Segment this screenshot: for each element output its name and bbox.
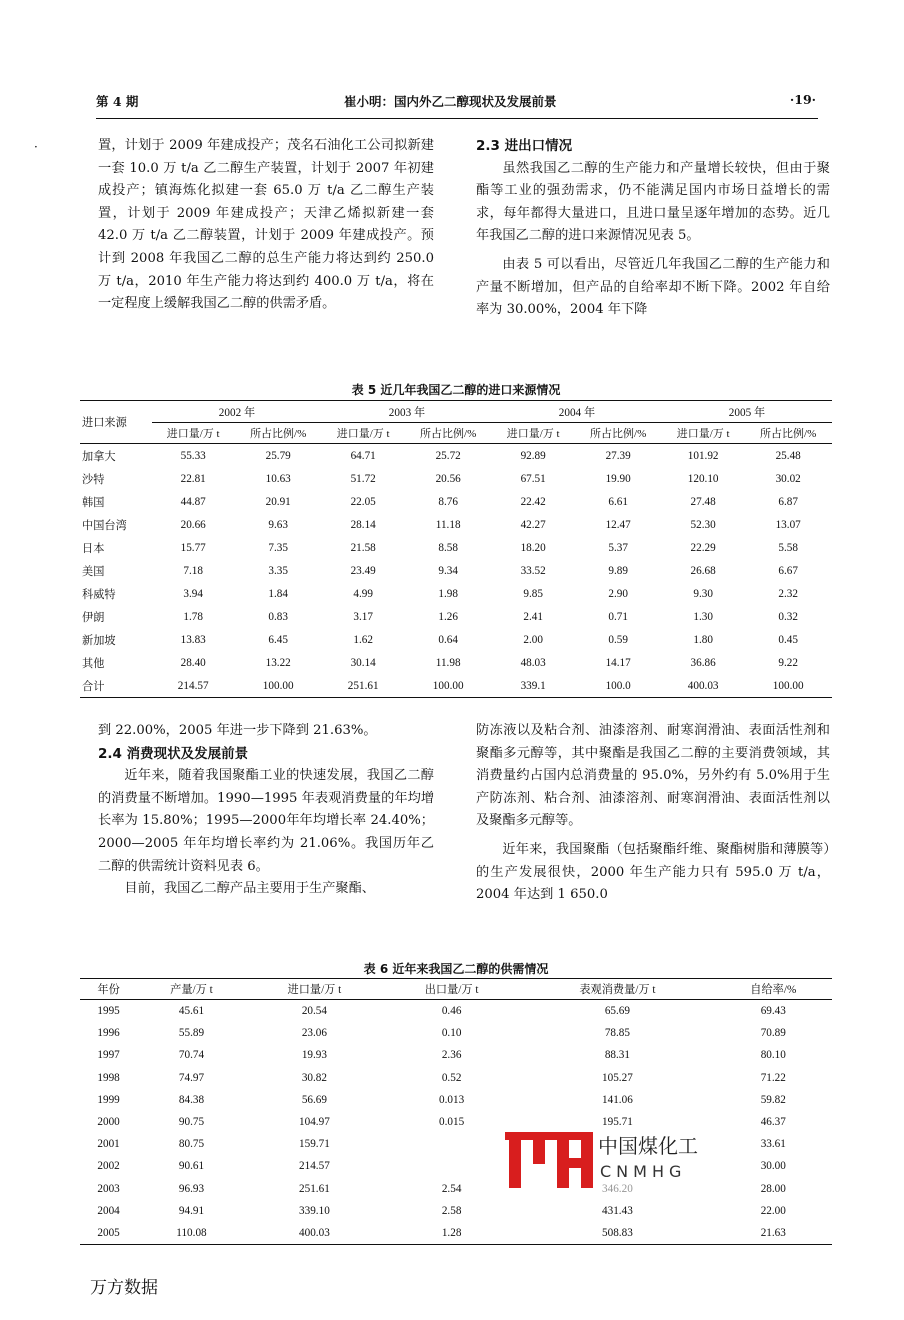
- table5-value-cell: 101.92: [687, 449, 719, 462]
- table6-value-cell: 2.36: [441, 1049, 462, 1062]
- table6-value-cell: 78.85: [604, 1027, 630, 1040]
- table5-row: [80, 467, 832, 490]
- left-column-mid: [98, 720, 434, 901]
- table5-row: [80, 651, 832, 674]
- table5-row: [80, 513, 832, 536]
- table6-value-cell: 195.71: [602, 1116, 633, 1129]
- table6-year-cell: 2005: [80, 1222, 137, 1245]
- table5-value-cell: 8.58: [438, 541, 458, 554]
- paragraph: 虽然我国乙二醇的生产能力和产量增长较快，但由于聚酯等工业的强劲需求，仍不能满足国内市场日益增长的需求，每年都得大量进口，且进口量呈逐年增加的态势。近几年我国乙二醇的进口来源情况见表 5。: [476, 160, 830, 244]
- table5-value-cell: 3.35: [268, 564, 288, 577]
- table5-value-cell: 1.84: [268, 587, 288, 600]
- table6-value-cell: 90.75: [178, 1116, 205, 1129]
- table5-source-cell: 中国台湾: [82, 519, 127, 532]
- table6-value-cell: 0.013: [439, 1093, 465, 1106]
- running-title: 崔小明：国内外乙二醇现状及发展前景: [344, 94, 557, 109]
- table5-value-cell: 13.22: [265, 656, 291, 669]
- table6-value-cell: 69.43: [760, 1005, 786, 1018]
- table6-row: [80, 1089, 832, 1111]
- table6-row: [80, 1067, 832, 1089]
- table5-source-cell: 其他: [82, 657, 105, 670]
- table5-value-cell: 100.00: [404, 674, 492, 698]
- table6-value-cell: 2.54: [441, 1182, 462, 1195]
- table6-year-cell: 2002: [97, 1160, 120, 1173]
- table5-body: [80, 444, 832, 698]
- table6-value-cell: 2.58: [441, 1204, 462, 1217]
- table5-value-cell: 0.32: [778, 610, 798, 623]
- table5-value-cell: 2.00: [523, 633, 543, 646]
- table5-value-cell: 251.61: [322, 674, 404, 698]
- table5-year-header: 2005 年: [662, 401, 832, 423]
- section-heading: 2.3 进出口情况: [476, 138, 573, 154]
- watermark: [505, 1130, 725, 1192]
- table5-sub-header: 进口量/万 t: [662, 423, 744, 444]
- table6-year-cell: 1996: [97, 1027, 120, 1040]
- table6-row: [80, 1044, 832, 1066]
- table5-value-cell: 11.18: [435, 518, 461, 531]
- table5-value-cell: 25.48: [775, 449, 801, 462]
- table6-value-cell: 84.38: [178, 1093, 205, 1106]
- table5-value-cell: 11.98: [435, 656, 461, 669]
- table5-source-cell: 新加坡: [82, 634, 116, 647]
- table5-value-cell: 13.83: [180, 633, 206, 646]
- table5-value-cell: 6.67: [778, 564, 798, 577]
- table5-value-cell: 9.85: [523, 587, 543, 600]
- table6-caption: 表 6 近年来我国乙二醇的供需情况: [363, 962, 549, 976]
- table5-row: [80, 674, 832, 698]
- table6-value-cell: 105.27: [602, 1071, 633, 1084]
- table6-value-cell: 19.93: [301, 1049, 327, 1062]
- table5-value-cell: 22.42: [520, 495, 546, 508]
- table5-value-cell: 1.78: [183, 610, 203, 623]
- table5-row: [80, 536, 832, 559]
- table6-value-cell: 251.61: [299, 1182, 330, 1195]
- table5-value-cell: 0.64: [438, 633, 458, 646]
- left-column-top: [98, 135, 434, 316]
- table6-value-cell: 45.61: [178, 1005, 205, 1018]
- table6-header-cell: 产量/万 t: [137, 979, 246, 1000]
- header-rule: [96, 118, 818, 119]
- table5-value-cell: 1.98: [438, 587, 458, 600]
- table5-row: [80, 444, 832, 468]
- table5-sub-header: 进口量/万 t: [322, 423, 404, 444]
- table6-value-cell: [383, 1155, 520, 1177]
- table6-value-cell: 508.83: [520, 1222, 714, 1245]
- table5-sub-header: 进口量/万 t: [492, 423, 574, 444]
- right-column-mid: [476, 720, 830, 907]
- table6-year-cell: 2003: [97, 1182, 120, 1195]
- table5-value-cell: 42.27: [520, 518, 546, 531]
- issue-number: 第 4 期: [96, 94, 139, 109]
- table6-value-cell: 65.69: [604, 1005, 630, 1018]
- table5-row: [80, 559, 832, 582]
- table6-year-cell: 1998: [97, 1071, 120, 1084]
- table5-year-header: 2002 年: [152, 401, 322, 423]
- table5-value-cell: 2.41: [523, 610, 543, 623]
- table5-value-cell: 12.47: [605, 518, 631, 531]
- table5-year-header: 2003 年: [322, 401, 492, 423]
- table5-value-cell: 0.71: [608, 610, 628, 623]
- table5-value-cell: 10.63: [265, 472, 291, 485]
- table6-value-cell: 141.06: [602, 1093, 633, 1106]
- table5-source-cell: 伊朗: [82, 611, 105, 624]
- table6-value-cell: 33.61: [760, 1138, 786, 1151]
- table6-value-cell: 0.015: [439, 1116, 465, 1129]
- table5-value-cell: 21.58: [350, 541, 376, 554]
- table5-row: [80, 605, 832, 628]
- table5-source-cell: 沙特: [82, 473, 105, 486]
- margin-mark: ·: [34, 140, 38, 154]
- table5-value-cell: 100.00: [234, 674, 322, 698]
- table5-value-cell: 19.90: [605, 472, 631, 485]
- table5-value-cell: 33.52: [520, 564, 546, 577]
- table6-year-cell: 2001: [97, 1138, 120, 1151]
- table6-value-cell: 22.00: [760, 1204, 786, 1217]
- table5-value-cell: 5.58: [778, 541, 798, 554]
- table6-value-cell: 110.08: [137, 1222, 246, 1245]
- table5-source-cell: 加拿大: [82, 450, 116, 463]
- watermark-cn: 中国煤化工: [598, 1134, 698, 1158]
- table6-row: [80, 1222, 832, 1245]
- table6-value-cell: 74.97: [178, 1071, 205, 1084]
- table6-value-cell: 88.31: [604, 1049, 630, 1062]
- mh-logo-icon: [505, 1132, 595, 1190]
- table5-value-cell: 55.33: [180, 449, 206, 462]
- table6-row: [80, 1000, 832, 1023]
- table5-value-cell: 0.59: [608, 633, 628, 646]
- table5-sub-header: 所占比例/%: [234, 423, 322, 444]
- table5-source-cell: 科威特: [82, 588, 116, 601]
- table5-year-header: 2004 年: [492, 401, 662, 423]
- table6-value-cell: 71.22: [760, 1071, 786, 1084]
- table5-value-cell: 1.30: [693, 610, 713, 623]
- table6-value-cell: 46.37: [760, 1116, 786, 1129]
- table5-value-cell: 22.29: [690, 541, 716, 554]
- running-header: [96, 92, 816, 112]
- table6-value-cell: 30.00: [760, 1160, 786, 1173]
- table5-value-cell: 9.34: [438, 564, 458, 577]
- table5-value-cell: 64.71: [350, 449, 376, 462]
- paragraph: 目前，我国乙二醇产品主要用于生产聚酯、: [124, 881, 375, 897]
- table5-row: [80, 628, 832, 651]
- table5-value-cell: 7.35: [268, 541, 288, 554]
- table6-value-cell: 94.91: [178, 1204, 205, 1217]
- table6-header-cell: 进口量/万 t: [246, 979, 383, 1000]
- table5-row: [80, 490, 832, 513]
- table5-value-cell: 3.17: [353, 610, 373, 623]
- table5-sub-header: 所占比例/%: [574, 423, 662, 444]
- table5-value-cell: 6.61: [608, 495, 628, 508]
- table5-value-cell: 28.40: [180, 656, 206, 669]
- table5-value-cell: 100.0: [574, 674, 662, 698]
- table6-value-cell: 80.10: [760, 1049, 786, 1062]
- table5-value-cell: 100.00: [744, 674, 832, 698]
- table6-value-cell: 0.10: [441, 1027, 462, 1040]
- table5: [80, 400, 832, 698]
- table6-value-cell: 55.89: [178, 1027, 205, 1040]
- table5-value-cell: 9.63: [268, 518, 288, 531]
- table6-value-cell: 59.82: [760, 1093, 786, 1106]
- table5-value-cell: 27.39: [605, 449, 631, 462]
- table5-value-cell: 15.77: [180, 541, 206, 554]
- table6-value-cell: 90.61: [178, 1160, 205, 1173]
- table6: [80, 978, 832, 1245]
- table5-value-cell: 6.87: [778, 495, 798, 508]
- table5-value-cell: 36.86: [690, 656, 716, 669]
- table5-sub-header: 所占比例/%: [744, 423, 832, 444]
- table6-value-cell: 21.63: [715, 1222, 832, 1245]
- table5-value-cell: 48.03: [520, 656, 546, 669]
- table6-year-cell: 2004: [97, 1204, 120, 1217]
- table5-value-cell: 339.1: [492, 674, 574, 698]
- table6-value-cell: 0.46: [441, 1005, 462, 1018]
- table5-value-cell: 28.14: [350, 518, 376, 531]
- table6-value-cell: [383, 1133, 520, 1155]
- table6-row: [80, 1200, 832, 1222]
- table5-value-cell: 23.49: [350, 564, 376, 577]
- table5-value-cell: 20.56: [435, 472, 461, 485]
- table5-value-cell: 22.05: [350, 495, 376, 508]
- table6-header-row: [80, 979, 832, 1000]
- table6-header-cell: 年份: [80, 979, 137, 1000]
- table5-source-cell: 合计: [80, 674, 152, 698]
- page-number: ·19·: [789, 92, 816, 107]
- watermark-en: CNMHG: [600, 1162, 687, 1181]
- table5-value-cell: 1.26: [438, 610, 458, 623]
- paragraph: 到 22.00%，2005 年进一步下降到 21.63%。: [98, 723, 377, 738]
- table5-value-cell: 1.80: [693, 633, 713, 646]
- right-column-top: [476, 135, 830, 322]
- table5-value-cell: 30.14: [350, 656, 376, 669]
- table6-value-cell: 20.54: [301, 1005, 327, 1018]
- table6-header-cell: 出口量/万 t: [383, 979, 520, 1000]
- table5-value-cell: 44.87: [180, 495, 206, 508]
- table6-value-cell: 400.03: [246, 1222, 383, 1245]
- table5-sub-header: 所占比例/%: [404, 423, 492, 444]
- paragraph: 近年来，随着我国聚酯工业的快速发展，我国乙二醇的消费量不断增加。1990—1995 年表观消费量的年均增长率为 15.80%；1995—2000年年均增长率 24.40%；2000—2005 年年均增长率约为 21.06%。我国历年乙二醇的供需统计资料见表 6。: [98, 768, 434, 874]
- table6-value-cell: 104.97: [299, 1116, 330, 1129]
- table5-row: [80, 582, 832, 605]
- table5-value-cell: 0.83: [268, 610, 288, 623]
- table6-value-cell: 339.10: [299, 1204, 330, 1217]
- table5-value-cell: 20.66: [180, 518, 206, 531]
- table5-value-cell: 27.48: [690, 495, 716, 508]
- table5-value-cell: 51.72: [350, 472, 376, 485]
- paragraph: 近年来，我国聚酯（包括聚酯纤维、聚酯树脂和薄膜等）的生产发展很快，2000 年生产能力只有 595.0 万 t/a，2004 年达到 1 650.0: [476, 841, 830, 903]
- table5-value-cell: 67.51: [520, 472, 546, 485]
- table6-year-cell: 1997: [97, 1049, 120, 1062]
- table5-value-cell: 14.17: [605, 656, 631, 669]
- table6-header-cell: 表观消费量/万 t: [520, 979, 714, 1000]
- table5-source-cell: 美国: [82, 565, 105, 578]
- table5-source-cell: 日本: [82, 542, 105, 555]
- table5-value-cell: 9.22: [778, 656, 798, 669]
- table5-value-cell: 2.90: [608, 587, 628, 600]
- table5-value-cell: 25.79: [265, 449, 291, 462]
- table5-value-cell: 400.03: [662, 674, 744, 698]
- table5-value-cell: 3.94: [183, 587, 203, 600]
- table5-value-cell: 7.18: [183, 564, 203, 577]
- table5-source-header: 进口来源: [80, 401, 152, 444]
- table6-value-cell: 96.93: [178, 1182, 205, 1195]
- table5-value-cell: 120.10: [687, 472, 719, 485]
- footer: 万方数据: [90, 1278, 158, 1298]
- table5-value-cell: 0.45: [778, 633, 798, 646]
- table5-value-cell: 4.99: [353, 587, 373, 600]
- table5-value-cell: 20.91: [265, 495, 291, 508]
- table5-value-cell: 1.62: [353, 633, 373, 646]
- table6-value-cell: 214.57: [299, 1160, 330, 1173]
- table6-value-cell: 70.74: [178, 1049, 205, 1062]
- table6-year-cell: 1995: [97, 1005, 120, 1018]
- table5-value-cell: 5.37: [608, 541, 628, 554]
- table6-header-cell: 自给率/%: [715, 979, 832, 1000]
- paragraph: 由表 5 可以看出，尽管近几年我国乙二醇的生产能力和产量不断增加，但产品的自给率却不断下降。2002 年自给率为 30.00%，2004 年下降: [476, 256, 830, 318]
- table6-value-cell: 30.82: [301, 1071, 327, 1084]
- table5-value-cell: 9.30: [693, 587, 713, 600]
- table6-year-cell: 2000: [97, 1116, 120, 1129]
- table5-value-cell: 30.02: [775, 472, 801, 485]
- table5-sub-header: 进口量/万 t: [152, 423, 234, 444]
- table6-value-cell: 56.69: [301, 1093, 327, 1106]
- table6-year-cell: 1999: [97, 1093, 120, 1106]
- table5-caption: 表 5 近几年我国乙二醇的进口来源情况: [351, 383, 561, 397]
- table6-value-cell: 28.00: [760, 1182, 786, 1195]
- table5-value-cell: 26.68: [690, 564, 716, 577]
- table6-value-cell: 70.89: [760, 1027, 786, 1040]
- table5-value-cell: 25.72: [435, 449, 461, 462]
- table6-value-cell: 431.43: [602, 1204, 633, 1217]
- section-heading: 2.4 消费现状及发展前景: [98, 745, 249, 762]
- paragraph: 防冻液以及粘合剂、油漆溶剂、耐寒润滑油、表面活性剂和聚酯多元醇等，其中聚酯是我国乙二醇的主要消费领域，其消费量约占国内总消费量的 95.0%，另外约有 5.0%用于生产防冻剂、粘合剂、油漆溶剂、耐寒润滑油、表面活性剂以及聚酯多元醇等。: [476, 723, 830, 829]
- table5-value-cell: 92.89: [520, 449, 546, 462]
- table5-value-cell: 9.89: [608, 564, 628, 577]
- table5-value-cell: 2.32: [778, 587, 798, 600]
- table6-value-cell: 1.28: [383, 1222, 520, 1245]
- table6-value-cell: 159.71: [299, 1138, 330, 1151]
- table6-value-cell: 0.52: [441, 1071, 462, 1084]
- paragraph: 置，计划于 2009 年建成投产；茂名石油化工公司拟新建一套 10.0 万 t/a 乙二醇生产装置，计划于 2007 年初建成投产；镇海炼化拟建一套 65.0 万 t/a 乙二醇生产装置，计划于 2009 年建成投产；天津乙烯拟新建一套 42.0 万 t/a 乙二醇装置，计划于 2009 年建成投产。预计到 2008 年我国乙二醇的总生产能力将达到约 250.0 万 t/a，2010 年生产能力将达到约 400.0 万 t/a，将在一定程度上缓解我国乙二醇的供需矛盾。: [98, 138, 434, 312]
- table5-value-cell: 6.45: [268, 633, 288, 646]
- table5-value-cell: 22.81: [180, 472, 206, 485]
- table6-body: [80, 1000, 832, 1245]
- table5-value-cell: 214.57: [152, 674, 234, 698]
- table5-source-cell: 韩国: [82, 496, 105, 509]
- table6-row: [80, 1022, 832, 1044]
- table5-value-cell: 13.07: [775, 518, 801, 531]
- table6-value-cell: 80.75: [178, 1138, 205, 1151]
- table5-value-cell: 8.76: [438, 495, 458, 508]
- table5-value-cell: 18.20: [520, 541, 546, 554]
- table6-value-cell: 23.06: [301, 1027, 327, 1040]
- table5-value-cell: 52.30: [690, 518, 716, 531]
